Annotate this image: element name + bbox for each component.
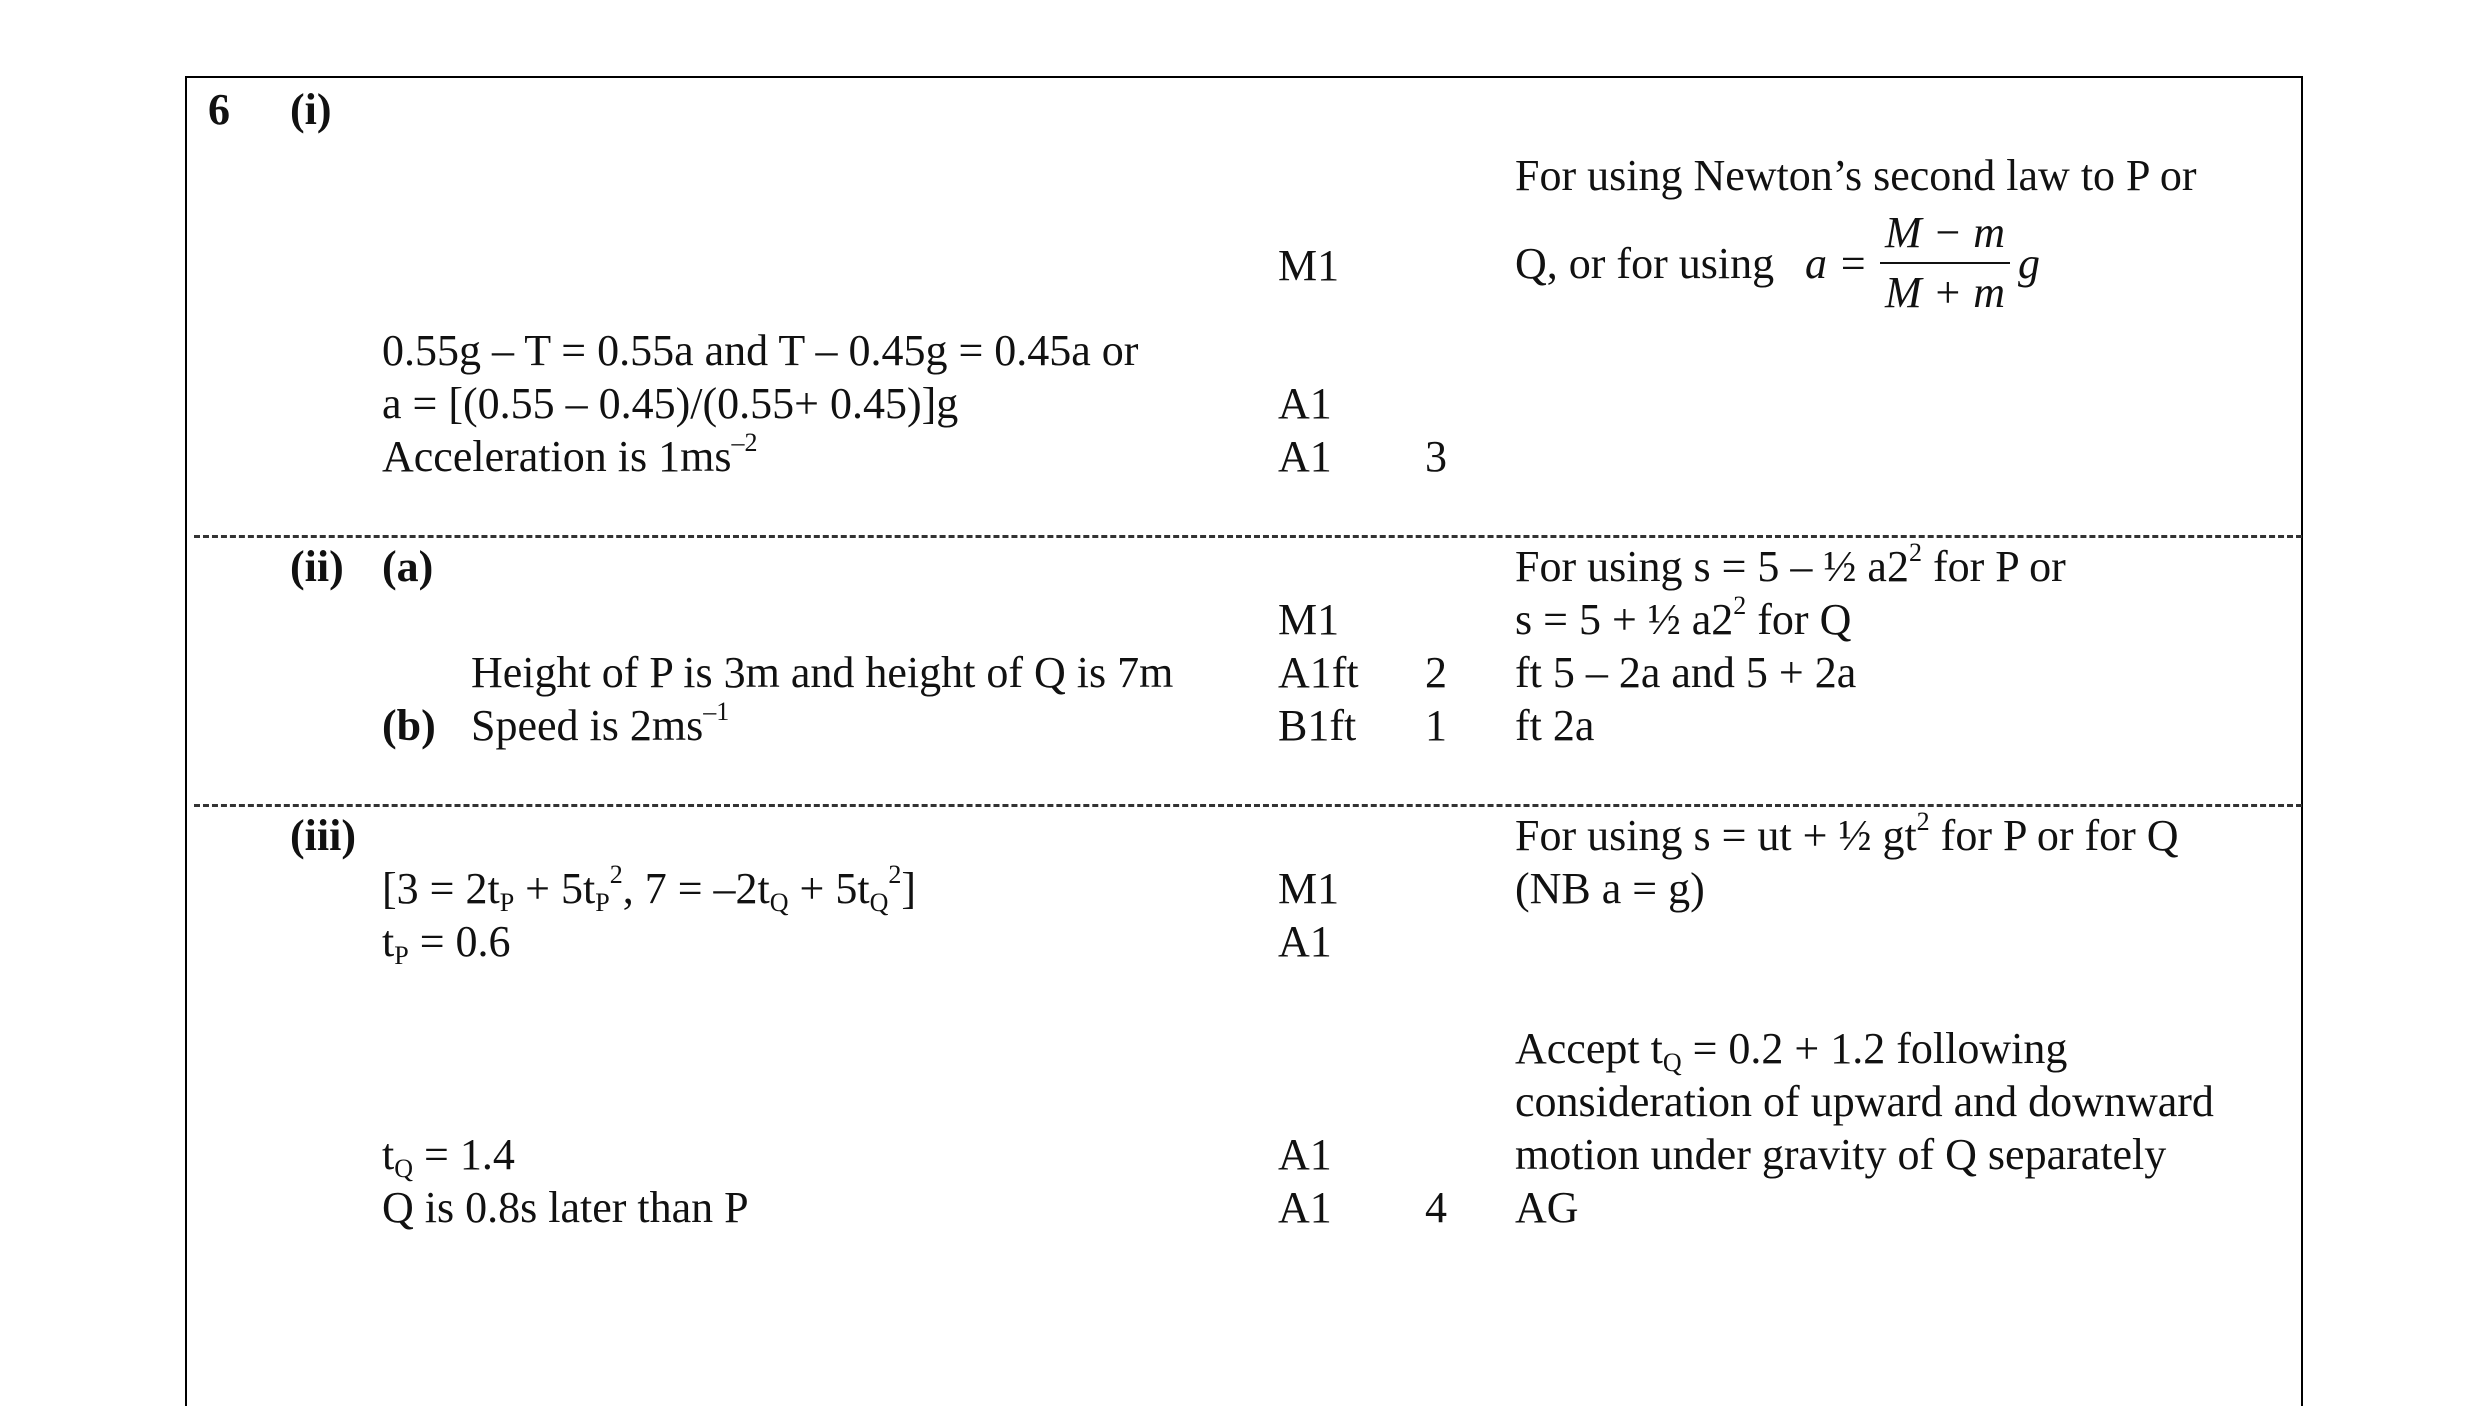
part-label: (iii) — [290, 811, 356, 860]
mark-code: B1ft — [1278, 701, 1357, 750]
mark-code: A1 — [1278, 432, 1332, 481]
exponent: –2 — [731, 428, 758, 457]
subscript: P — [499, 888, 515, 917]
guidance-fragment: for Q — [1746, 595, 1852, 644]
mark-code: A1 — [1278, 1183, 1332, 1232]
mark-code: M1 — [1278, 241, 1340, 290]
exponent: 2 — [888, 860, 902, 889]
guidance-text: ft 5 – 2a and 5 + 2a — [1515, 648, 1857, 697]
subscript: P — [394, 941, 409, 970]
section-divider — [194, 804, 2302, 807]
guidance-fragment: For using s = 5 – ½ a2 — [1515, 542, 1909, 591]
equation-line — [382, 860, 916, 917]
formula-denominator: M + m — [1884, 268, 2006, 317]
mark-total: 1 — [1425, 701, 1447, 750]
mark-total: 3 — [1425, 432, 1447, 481]
part-label: (ii) — [290, 542, 344, 591]
equation-fragment: + 5t — [788, 864, 870, 913]
subscript: Q — [769, 888, 789, 917]
question-number: 6 — [208, 85, 230, 134]
exponent: 2 — [1908, 538, 1922, 567]
guidance-fragment: for P or — [1921, 542, 2066, 591]
guidance-text — [1515, 1023, 2067, 1075]
formula-g: g — [2018, 239, 2040, 288]
working-line: 0.55g – T = 0.55a and T – 0.45g = 0.45a or — [382, 326, 1139, 375]
formula-fraction — [1880, 207, 2010, 319]
mark-total: 2 — [1425, 648, 1447, 697]
mark-code: A1ft — [1278, 648, 1359, 697]
guidance-text: motion under gravity of Q separately — [1515, 1130, 2167, 1179]
guidance-text: ft 2a — [1515, 701, 1595, 750]
mark-total: 4 — [1425, 1183, 1447, 1232]
working-fragment: t — [382, 1130, 395, 1179]
guidance-fragment: For using s = ut + ½ gt — [1515, 811, 1917, 860]
working-fragment: t — [382, 917, 395, 966]
mark-code: A1 — [1278, 917, 1332, 966]
guidance-fragment: Accept t — [1515, 1024, 1663, 1073]
guidance-text — [1515, 591, 1852, 646]
subscript: Q — [869, 888, 889, 917]
part-label: (i) — [290, 85, 332, 134]
formula-numerator: M − m — [1884, 208, 2006, 257]
subscript: P — [595, 888, 610, 917]
working-fragment: = 1.4 — [413, 1130, 515, 1179]
working-line — [382, 1129, 515, 1181]
answer-text: Speed is 2ms — [471, 701, 704, 750]
guidance-text: Q, or for using — [1515, 239, 1775, 288]
mark-code: M1 — [1278, 864, 1340, 913]
exponent: –1 — [703, 697, 730, 726]
equation-fragment: ] — [901, 864, 916, 913]
working-line — [382, 916, 511, 968]
formula-lhs: a = — [1805, 239, 1868, 288]
mark-code: A1 — [1278, 1130, 1332, 1179]
guidance-text: For using Newton’s second law to P or — [1515, 151, 2197, 200]
guidance-text: (NB a = g) — [1515, 864, 1705, 913]
exponent: 2 — [1916, 807, 1930, 836]
section-divider — [194, 535, 2302, 538]
subscript: Q — [1662, 1048, 1682, 1077]
answer-text: Acceleration is 1ms — [382, 432, 732, 481]
answer-line: Q is 0.8s later than P — [382, 1183, 749, 1232]
equation-fragment: + 5t — [514, 864, 596, 913]
working-line: a = [(0.55 – 0.45)/(0.55+ 0.45)]g — [382, 379, 959, 428]
answer-line — [471, 697, 730, 752]
working-fragment: = 0.6 — [408, 917, 511, 966]
subpart-label: (a) — [382, 542, 434, 591]
guidance-text — [1515, 807, 2179, 862]
guidance-fragment: for P or for Q — [1929, 811, 2179, 860]
guidance-text: consideration of upward and downward — [1515, 1077, 2214, 1126]
subscript: Q — [394, 1154, 414, 1183]
exponent: 2 — [609, 860, 623, 889]
guidance-text — [1515, 538, 2066, 593]
mark-code: A1 — [1278, 379, 1332, 428]
answer-line: Height of P is 3m and height of Q is 7m — [471, 648, 1174, 697]
equation-fragment: [3 = 2t — [382, 864, 500, 913]
subpart-label: (b) — [382, 701, 436, 750]
guidance-fragment: = 0.2 + 1.2 following — [1681, 1024, 2068, 1073]
guidance-fragment: s = 5 + ½ a2 — [1515, 595, 1734, 644]
fraction-bar — [1880, 262, 2010, 264]
answer-line — [382, 428, 758, 483]
exponent: 2 — [1733, 591, 1747, 620]
guidance-text: AG — [1515, 1183, 1579, 1232]
equation-fragment: , 7 = –2t — [622, 864, 770, 913]
mark-code: M1 — [1278, 595, 1340, 644]
